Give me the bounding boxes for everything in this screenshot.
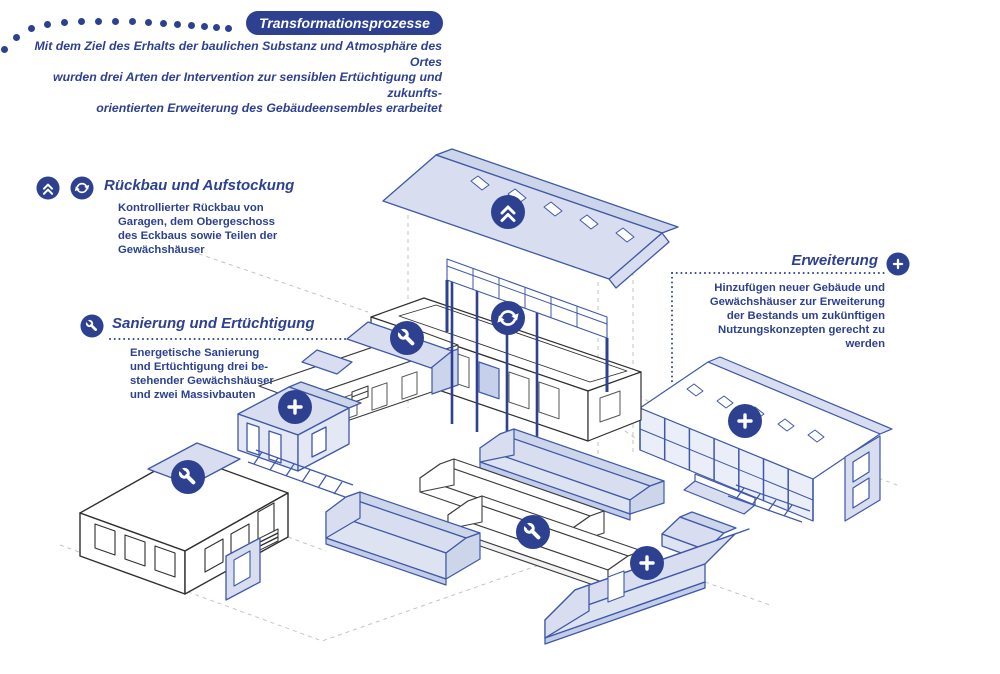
text-line: des Eckbaus sowie Teilen der [118,230,278,242]
building-extension-right [640,357,892,521]
sanierung-description [130,346,274,402]
title-badge: Transformationsprozesse [246,11,443,35]
text-line: und Ertüchtigung drei be- [130,361,269,373]
text-line: der Bestands um zukünftigen [726,310,885,322]
text-line: Gewächshäuser zur Erweiterung [709,296,885,308]
text-line: Energetische Sanierung [130,347,260,359]
sanierung-title: Sanierung und Ertüchtigung [112,315,315,332]
trail-dot [61,19,68,26]
trail-dot [225,25,232,32]
trail-dot [188,22,195,29]
text-line: Hinzufügen neuer Gebäude und [714,282,885,294]
double-chevron-up-marker [491,195,525,229]
rueckbau-chevron-badge [34,174,62,202]
intro-line: orientierten Erweiterung des Gebäudeensembles erarbeitet [96,101,442,116]
rueckbau-title: Rückbau und Aufstockung [104,177,295,194]
wrench-marker [516,515,550,549]
erweiterung-title: Erweiterung [791,252,878,269]
plus-marker [630,546,664,580]
text-line: und zwei Massivbauten [130,389,256,401]
intro-line: wurden drei Arten der Intervention zur sensiblen Ertüchtigung und zukunfts- [53,70,442,100]
trail-dot [174,21,181,28]
trail-dot [160,20,167,27]
plus-marker [728,404,762,438]
text-line: Nutzungskonzepten gerecht zu [718,324,885,336]
text-line: Gewächshäuser [118,244,205,256]
rueckbau-description [118,201,277,257]
text-line: Kontrollierter Rückbau von [118,202,264,214]
text-line: werden [845,338,885,350]
text-line: stehender Gewächshäuser [130,375,274,387]
wrench-marker [171,460,205,494]
trail-dot [201,23,208,30]
trail-dot [95,18,102,25]
erweiterung-plus-badge [884,250,912,278]
intro-text [20,39,442,117]
wrench-marker [390,321,424,355]
intro-line: Mit dem Ziel des Erhalts der baulichen Substanz und Atmosphäre des Ortes [34,39,442,69]
trail-dot [13,34,20,41]
erweiterung-description [710,281,885,351]
text-line: Garagen, dem Obergeschoss [118,216,275,228]
trail-dot [129,18,136,25]
greenhouse-blue-d [326,492,480,585]
trail-dot [213,24,220,31]
plus-marker [278,390,312,424]
sanierung-wrench-badge [78,312,106,340]
rueckbau-refresh-badge [68,174,96,202]
refresh-marker [491,301,525,335]
trail-dot [78,18,85,25]
trail-dot [28,25,35,32]
trail-dot [44,21,51,28]
trail-dot [112,18,119,25]
trail-dot [145,19,152,26]
trail-dot [1,46,8,53]
